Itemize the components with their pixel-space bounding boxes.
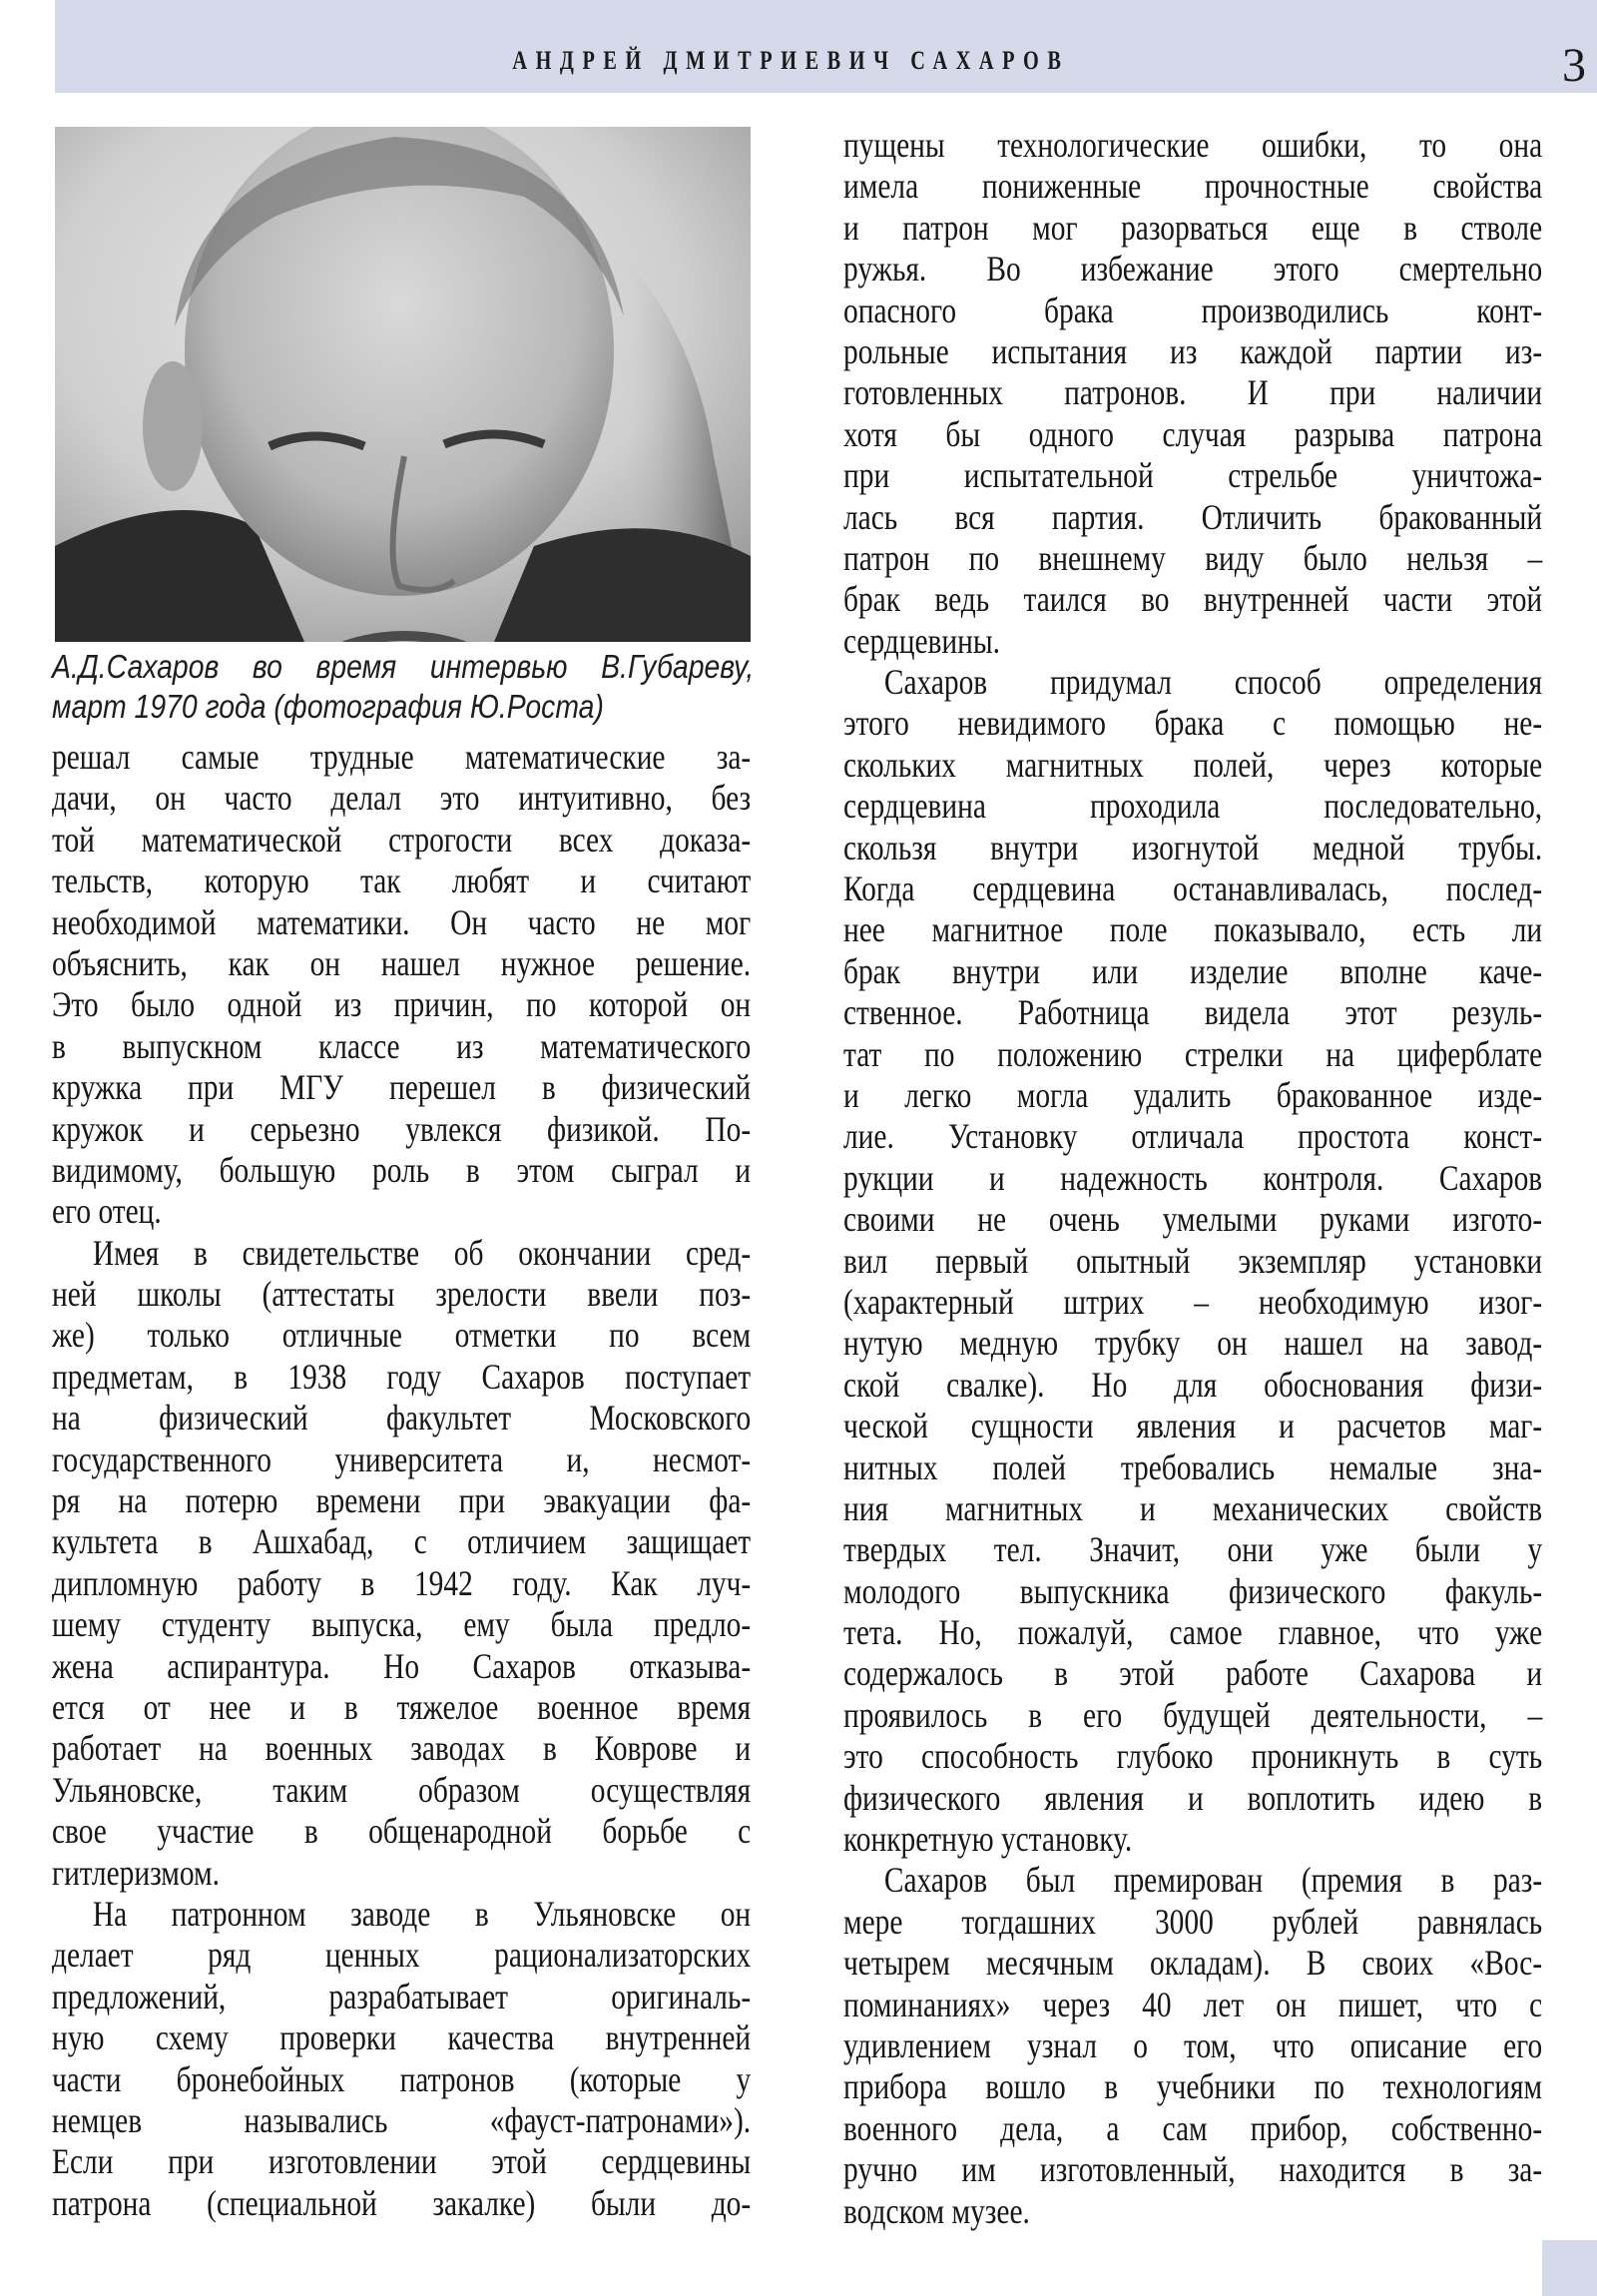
text-line-content: тельств, которую так любят и считают (52, 861, 752, 901)
text-line-content: ческой сущности явления и расчетов маг- (843, 1406, 1543, 1446)
text-line-content: Сахаров был премирован (премия в раз- (883, 1860, 1543, 1901)
text-line (52, 1935, 751, 1976)
text-line-content: проявилось в его будущей деятельности, – (843, 1694, 1543, 1735)
text-line (52, 1480, 751, 1521)
text-line-content: брак ведь таился во внутренней части этой (843, 579, 1543, 620)
text-line (52, 1728, 751, 1769)
text-line-content: шему студенту выпуска, ему была предло- (52, 1604, 752, 1645)
text-line (52, 2183, 751, 2224)
text-line (843, 951, 1542, 992)
text-line-content: патрона (специальной закалке) были до- (52, 2182, 752, 2223)
caption-line: А.Д.Сахаров во время интервью В.Губареву, (52, 648, 755, 685)
text-line (843, 2025, 1542, 2066)
text-line (843, 745, 1542, 786)
text-line (843, 1158, 1542, 1199)
text-line (843, 455, 1542, 496)
text-line (843, 290, 1542, 331)
text-line-content: рукции и надежность контроля. Сахаров (843, 1157, 1543, 1198)
text-line (843, 1943, 1542, 1984)
text-line (52, 1109, 751, 1150)
text-line (52, 861, 751, 901)
text-line-content: опасного брака производились конт- (843, 289, 1543, 330)
text-line-content: дачи, он часто делал это интуитивно, без (52, 778, 752, 819)
text-line-content: пущены технологические ошибки, то она (843, 125, 1543, 165)
text-line (843, 1695, 1542, 1736)
text-line-content: рольные испытания из каждой партии из- (843, 330, 1543, 371)
text-line-content: физического явления и воплотить идею в (843, 1777, 1543, 1818)
text-line (843, 786, 1542, 827)
text-line-content: Ульяновске, таким образом осуществляя (52, 1769, 752, 1810)
text-line (52, 1853, 751, 1894)
text-line-content: ружья. Во избежание этого смертельно (843, 249, 1543, 289)
text-line-content: видимому, большую роль в этом сыграл и (52, 1149, 752, 1190)
text-line (52, 1977, 751, 2017)
text-line (843, 497, 1542, 538)
text-line (52, 1563, 751, 1604)
text-line (843, 1075, 1542, 1116)
text-line (843, 331, 1542, 372)
text-line-content: (характерный штрих – необходимую изог- (843, 1281, 1543, 1322)
text-line (52, 984, 751, 1025)
text-line (843, 703, 1542, 744)
text-line-content: хотя бы одного случая разрыва патрона (843, 413, 1543, 454)
text-line-content: нитных полей требовались немалые зна- (843, 1446, 1543, 1487)
text-line (52, 1315, 751, 1356)
text-line (843, 1447, 1542, 1488)
text-line-content: ручно им изготовленный, находится в за- (843, 2149, 1543, 2190)
text-line-content: ния магнитных и механических свойств (843, 1487, 1543, 1528)
text-line (843, 868, 1542, 909)
left-text-column (52, 737, 751, 2224)
text-line-content: конкретную установку. (843, 1819, 1133, 1860)
text-line (52, 2141, 751, 2182)
text-line-content: делает ряд ценных рационализаторских (52, 1935, 752, 1976)
text-line-content: ственное. Работница видела этот резуль- (843, 992, 1543, 1033)
text-line (843, 1819, 1542, 1860)
text-line (52, 737, 751, 778)
text-line-content: этого невидимого брака с помощью не- (843, 703, 1543, 744)
text-line (843, 2149, 1542, 2190)
text-line (52, 1521, 751, 1562)
text-line (52, 1894, 751, 1935)
text-line-content: удивлением узнал о том, что описание его (843, 2024, 1543, 2065)
text-line-content: работает на военных заводах в Коврове и (52, 1728, 752, 1769)
text-line-content: тета. Но, пожалуй, самое главное, что уже (843, 1612, 1543, 1653)
text-line-content: его отец. (52, 1191, 162, 1232)
text-line-content: твердых тел. Значит, они уже были у (843, 1529, 1543, 1570)
text-line (52, 1687, 751, 1728)
text-line-content: предметам, в 1938 году Сахаров поступает (52, 1356, 752, 1397)
text-line (843, 1406, 1542, 1446)
text-line (843, 414, 1542, 455)
text-line-content: На патронном заводе в Ульяновске он (92, 1893, 752, 1934)
text-line (52, 820, 751, 861)
text-line (843, 1571, 1542, 1612)
text-line (843, 1736, 1542, 1777)
text-line (843, 1902, 1542, 1943)
text-line-content: свое участие в общенародной борьбе с (52, 1811, 752, 1852)
text-line (52, 2059, 751, 2100)
text-line (843, 579, 1542, 620)
text-line (52, 1398, 751, 1438)
text-line-content: ную схему проверки качества внутренней (52, 2017, 752, 2058)
text-line-content: скользя внутри изогнутой медной трубы. (843, 827, 1543, 867)
text-line (843, 1365, 1542, 1406)
text-line (843, 1323, 1542, 1364)
running-title: АНДРЕЙ ДМИТРИЕВИЧ САХАРОВ (512, 46, 1070, 75)
text-line-content: лась вся партия. Отличить бракованный (843, 496, 1543, 537)
text-line (843, 1116, 1542, 1157)
text-line (843, 538, 1542, 579)
text-line (843, 909, 1542, 950)
text-line (52, 943, 751, 984)
text-line-content: имела пониженные прочностные свойства (843, 166, 1543, 207)
text-line-content: ется от нее и в тяжелое военное время (52, 1686, 752, 1727)
text-line (52, 1026, 751, 1067)
text-line (52, 1150, 751, 1191)
text-line (52, 1439, 751, 1480)
text-line-content: Когда сердцевина останавливалась, послед- (843, 868, 1543, 909)
text-line-content: сердцевины. (843, 620, 1001, 661)
text-line-content: кружок и серьезно увлекся физикой. По- (52, 1108, 752, 1149)
text-line-content: Если при изготовлении этой сердцевины (52, 2141, 752, 2182)
text-line-content: Это было одной из причин, по которой он (52, 984, 752, 1025)
text-line (52, 1274, 751, 1315)
text-line (843, 1034, 1542, 1075)
text-line-content: тат по положению стрелки на циферблате (843, 1033, 1543, 1074)
portrait-image (55, 127, 751, 642)
text-line-content: поминаниях» через 40 лет он пишет, что с (843, 1984, 1543, 2024)
text-line-content: нутую медную трубку он нашел на завод- (843, 1323, 1543, 1364)
text-line-content: жена аспирантура. Но Сахаров отказыва- (52, 1645, 752, 1686)
text-line-content: в выпускном классе из математического (52, 1025, 752, 1066)
text-line-content: сердцевина проходила последовательно, (843, 786, 1543, 827)
right-text-column (843, 125, 1542, 2232)
text-line (52, 1233, 751, 1274)
text-line-content: ской свалке). Но для обоснования физи- (843, 1364, 1543, 1405)
text-line-content: государственного университета и, несмот- (52, 1438, 752, 1479)
text-line (52, 1604, 751, 1645)
text-line-content: военного дела, а сам прибор, собственно- (843, 2107, 1543, 2148)
text-line (52, 1357, 751, 1398)
text-line (843, 1199, 1542, 1240)
text-line-content: и легко могла удалить бракованное изде- (843, 1074, 1543, 1115)
text-line-content: кружка при МГУ перешел в физический (52, 1067, 752, 1108)
text-line-content: молодого выпускника физического факуль- (843, 1570, 1543, 1611)
text-line (52, 2100, 751, 2141)
text-line-content: дипломную работу в 1942 году. Как луч- (52, 1562, 752, 1603)
text-line (843, 372, 1542, 413)
text-line-content: же) только отличные отметки по всем (52, 1315, 752, 1356)
text-line-content: немцев назывались «фауст-патронами»). (52, 2099, 752, 2140)
text-line-content: решал самые трудные математические за- (52, 737, 752, 777)
text-line (843, 208, 1542, 249)
text-line (52, 1191, 751, 1232)
text-line (843, 1985, 1542, 2025)
text-line (843, 1282, 1542, 1323)
text-line-content: необходимой математики. Он часто не мог (52, 901, 752, 942)
text-line-content: четырем месячным окладам). В своих «Вос- (843, 1943, 1543, 1984)
text-line (52, 778, 751, 819)
text-line-content: вил первый опытный экземпляр установки (843, 1240, 1543, 1281)
text-line-content: скольких магнитных полей, через которые (843, 744, 1543, 785)
text-line-content: Имея в свидетельстве об окончании сред- (92, 1232, 752, 1273)
text-line (843, 662, 1542, 703)
text-line (52, 1646, 751, 1687)
text-line (843, 2108, 1542, 2149)
page-number: 3 (1562, 39, 1586, 92)
corner-decoration (1542, 2240, 1597, 2296)
text-line (843, 621, 1542, 662)
text-line-content: своими не очень умелыми руками изгото- (843, 1199, 1543, 1240)
text-line (52, 902, 751, 943)
text-line (843, 992, 1542, 1033)
text-line-content: той математической строгости всех доказа- (52, 819, 752, 860)
text-line-content: готовленных патронов. И при наличии (843, 372, 1543, 413)
text-line-content: прибора вошло в учебники по технологиям (843, 2066, 1543, 2107)
text-line-content: объяснить, как он нашел нужное решение. (52, 942, 752, 983)
text-line (843, 1860, 1542, 1901)
caption-line: март 1970 года (фотография Ю.Роста) (52, 688, 604, 725)
text-line (843, 1529, 1542, 1570)
text-line (843, 1488, 1542, 1529)
text-line-content: нее магнитное поле показывало, есть ли (843, 909, 1543, 950)
text-line (52, 2017, 751, 2058)
text-line-content: это способность глубоко проникнуть в суть (843, 1736, 1543, 1777)
text-line (52, 1770, 751, 1811)
text-line-content: лие. Установку отличала простота конст- (843, 1116, 1543, 1157)
text-line (52, 1811, 751, 1852)
text-line (843, 1778, 1542, 1819)
photo-caption (52, 647, 756, 727)
text-line-content: предложений, разрабатывает оригиналь- (52, 1976, 752, 2016)
text-line (843, 2066, 1542, 2107)
text-line-content: мере тогдашних 3000 рублей равнялась (843, 1901, 1543, 1942)
text-line (843, 828, 1542, 868)
text-line (52, 1067, 751, 1108)
text-line-content: и патрон мог разорваться еще в стволе (843, 207, 1543, 248)
text-line (843, 1612, 1542, 1653)
text-line (843, 1241, 1542, 1282)
text-line-content: гитлеризмом. (52, 1852, 221, 1893)
text-line-content: брак внутри или изделие вполне каче- (843, 950, 1543, 991)
text-line (843, 166, 1542, 207)
text-line-content: патрон по внешнему виду было нельзя – (843, 537, 1543, 578)
text-line (843, 249, 1542, 289)
text-line-content: ней школы (аттестаты зрелости ввели поз- (52, 1274, 752, 1315)
running-header (55, 0, 1597, 93)
text-line-content: на физический факультет Московского (52, 1398, 752, 1438)
text-line (843, 2191, 1542, 2232)
text-line (843, 1653, 1542, 1694)
text-line (843, 125, 1542, 166)
text-line-content: культета в Ашхабад, с отличием защищает (52, 1521, 752, 1562)
text-line-content: ря на потерю времени при эвакуации фа- (52, 1480, 752, 1521)
text-line-content: при испытательной стрельбе уничтожа- (843, 455, 1543, 496)
portrait-photo (55, 127, 751, 642)
text-line-content: части бронебойных патронов (которые у (52, 2058, 752, 2099)
text-line-content: Сахаров придумал способ определения (883, 662, 1543, 703)
text-line-content: водском музее. (843, 2190, 1030, 2231)
text-line-content: содержалось в этой работе Сахарова и (843, 1653, 1543, 1694)
